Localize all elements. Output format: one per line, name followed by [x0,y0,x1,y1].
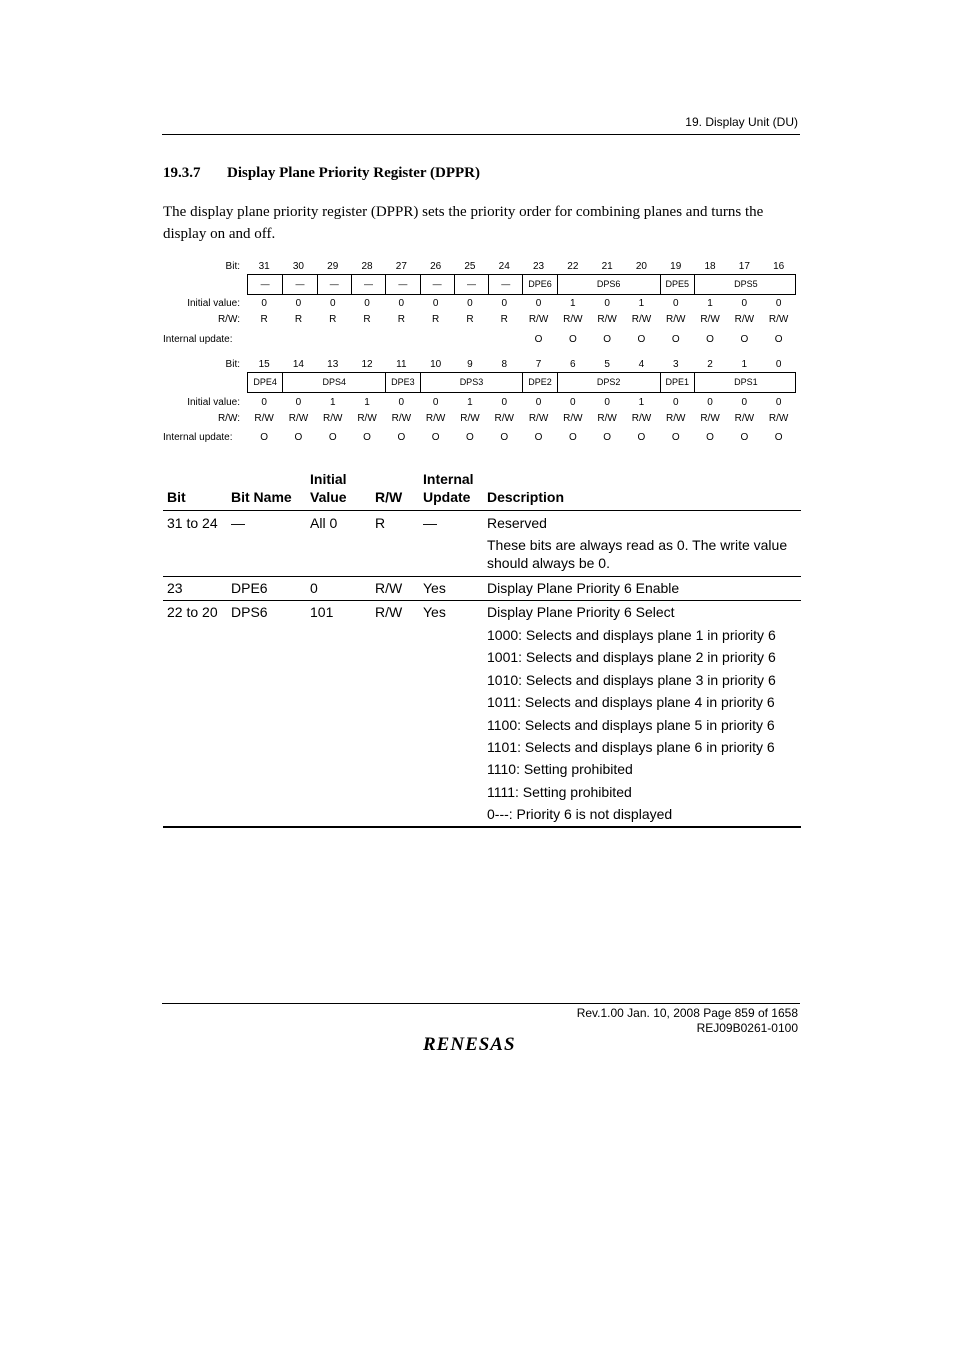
internal-update-value: O [740,334,749,345]
rw-value: R/W [425,413,446,424]
initial-value: 0 [432,298,439,309]
bit-number: 5 [604,359,610,370]
row3-desc-4: 1011: Selects and displays plane 4 in priority 6 [487,694,775,710]
bit-field: DPS3 [420,373,523,392]
rw-value: R/W [357,413,377,424]
internal-update-value: O [328,432,337,443]
bit-field: DPE4 [253,377,277,387]
row2-desc-0: Display Plane Priority 6 Enable [487,580,680,596]
bit-number: 19 [670,261,682,272]
bit-number: 17 [738,261,750,272]
rw-value: R/W [323,413,343,424]
table-bottom-rule [163,826,801,828]
bit-field: DPS1 [694,373,797,392]
initial-value: 0 [707,397,713,408]
section-title: Display Plane Priority Register (DPPR) [227,165,481,181]
bit-number: 27 [395,261,407,272]
row3-desc-3: 1010: Selects and displays plane 3 in priority 6 [487,672,776,688]
rw-label: R/W: [217,314,240,325]
bit-number: 18 [704,261,716,272]
initial-value: 0 [261,298,267,309]
bit-number: 10 [430,359,442,370]
bit-field: — [488,275,522,294]
bit-number: 23 [532,261,545,272]
row1-initial: All 0 [310,515,338,531]
bit-number: 14 [292,359,304,370]
internal-update-value: O [774,432,783,443]
bit-field: — [420,275,454,294]
internal-label: Internal update: [163,334,233,345]
internal-update-value: O [706,432,714,443]
bit-field: — [385,275,419,294]
bit-field: DPE3 [385,373,419,392]
header-bit-name: Bit Name [231,489,292,505]
row3-rw: R/W [375,604,403,620]
bit-number: 3 [672,359,679,370]
bit-field: — [282,275,316,294]
row3-desc-6: 1101: Selects and displays plane 6 in priority 6 [487,739,775,755]
rw-label: R/W: [217,413,240,424]
bit-field: DPS5 [694,275,797,294]
internal-update-value: O [500,432,509,443]
rw-value: R/W [494,413,514,424]
initial-value: 0 [604,397,610,408]
initial-value: 0 [398,298,405,309]
bit-field: DPE6 [522,275,556,294]
bit-number: 13 [327,359,339,370]
bit-number: 0 [775,359,782,370]
rw-value: R/W [254,413,274,424]
internal-update-value: O [363,432,371,443]
internal-update-value: O [671,334,680,345]
initial-label: Initial value: [187,298,240,309]
bit-number: 4 [638,359,645,370]
internal-update-value: O [603,432,612,443]
section-heading [163,165,480,182]
initial-value: 1 [707,298,713,309]
bit-number: 11 [396,359,407,370]
rw-value: R/W [528,413,549,424]
initial-value: 0 [604,298,610,309]
field-box [247,274,796,295]
rw-value: R [329,314,337,325]
initial-value: 0 [672,397,679,408]
bit-label: Bit: [225,261,240,272]
bit-number: 26 [430,261,442,272]
bit-field: — [454,275,488,294]
bit-field: — [351,275,385,294]
internal-update-value: O [637,334,646,345]
row1-rw: R [375,515,386,531]
rw-value: R [260,314,268,325]
table-header-rule [163,510,801,511]
internal-update-value: O [774,334,783,345]
initial-value: 0 [467,298,473,309]
rw-value: R/W [666,314,686,325]
bit-label: Bit: [225,359,240,370]
internal-update-value: O [740,432,749,443]
header-rw: R/W [375,489,403,505]
rw-value: R [432,314,440,325]
initial-value: 0 [432,397,439,408]
initial-value: 0 [501,298,508,309]
row-divider [163,576,801,577]
internal-update-value: O [397,432,406,443]
rw-value: R/W [528,314,549,325]
rw-value: R/W [734,413,755,424]
bit-number: 20 [635,261,647,272]
rw-value: R/W [597,314,617,325]
internal-update-value: O [534,334,543,345]
rw-value: R [294,314,303,325]
initial-value: 0 [501,397,508,408]
internal-update-value: O [568,432,577,443]
initial-value: 1 [638,298,645,309]
row3-initial: 101 [310,604,334,620]
initial-value: 0 [570,397,576,408]
bit-number: 7 [535,359,542,370]
bit-field: DPS4 [282,373,385,392]
field-box [247,372,796,393]
rw-value: R/W [460,413,480,424]
initial-value: 1 [638,397,645,408]
row3-desc-8: 1111: Setting prohibited [487,784,632,800]
row3-update: Yes [423,604,446,620]
footer-rule [162,1003,800,1004]
bit-number: 15 [258,359,270,370]
header-description: Description [487,489,565,505]
row1-desc-0: Reserved [487,515,547,531]
initial-value: 1 [467,397,473,408]
bit-number: 25 [464,261,476,272]
initial-value: 0 [775,397,782,408]
initial-value: 0 [364,298,370,309]
rw-value: R/W [768,413,789,424]
bit-field: — [260,279,270,289]
bit-number: 22 [567,261,579,272]
intro-paragraph: The display plane priority register (DPPR) sets the priority order for combining planes and turns the display on and off. [163,204,764,242]
initial-value: 0 [741,397,748,408]
rw-value: R/W [666,413,686,424]
row1-name: — [231,515,245,531]
initial-value: 1 [364,397,370,408]
bit-number: 29 [327,261,339,272]
rw-value: R [363,314,371,325]
rw-value: R/W [700,314,720,325]
bit-field: DPE1 [660,373,694,392]
internal-update-value: O [294,432,303,443]
header-internal-line1: Internal [423,471,474,487]
row1-bit: 31 to 24 [167,515,218,531]
header-internal-line2: Update [423,489,471,505]
row1-desc-1: These bits are always read as 0. The write value [487,537,788,553]
initial-value: 1 [570,298,576,309]
internal-update-value: O [260,432,269,443]
row2-bit: 23 [167,580,183,596]
bit-number: 30 [292,261,304,272]
header-initial-line2: Value [310,489,347,505]
initial-value: 0 [672,298,679,309]
initial-value: 0 [329,298,336,309]
internal-update-value: O [706,334,714,345]
header-rule [162,134,800,135]
initial-value: 0 [775,298,782,309]
bit-number: 12 [361,359,373,370]
row2-name: DPE6 [231,580,268,596]
bit-number: 16 [773,261,785,272]
bit-number: 21 [601,261,613,272]
rw-value: R/W [563,314,583,325]
initial-value: 1 [329,397,336,408]
initial-value: 0 [398,397,405,408]
bit-number: 31 [258,261,270,272]
footer-revision: Rev.1.00 Jan. 10, 2008 Page 859 of 1658 [576,1006,798,1020]
internal-update-value: O [431,432,440,443]
initial-value: 0 [535,397,542,408]
bit-field: DPS6 [557,275,660,294]
initial-value: 0 [741,298,748,309]
rw-value: R [500,314,508,325]
row1-desc-2: should always be 0. [487,555,610,571]
rw-value: R [466,314,474,325]
row3-desc-0: Display Plane Priority 6 Select [487,604,675,620]
internal-update-value: O [637,432,646,443]
row3-name: DPS6 [231,604,268,620]
bit-number: 1 [741,359,748,370]
row1-update: — [423,515,437,531]
bit-number: 9 [467,359,473,370]
initial-value: 0 [261,397,267,408]
footer-doc-number: REJ09B0261-0100 [696,1021,798,1035]
rw-value: R/W [631,413,652,424]
internal-update-value: O [534,432,543,443]
internal-update-value: O [603,334,612,345]
rw-value: R/W [700,413,720,424]
rw-value: R/W [597,413,617,424]
row3-desc-5: 1100: Selects and displays plane 5 in priority 6 [487,717,775,733]
initial-label: Initial value: [187,397,240,408]
row2-initial: 0 [310,580,318,596]
bit-number: 8 [501,359,508,370]
rw-value: R [397,314,405,325]
internal-update-value: O [671,432,680,443]
bit-field: DPE5 [660,275,694,294]
bit-number: 6 [570,359,576,370]
row3-desc-7: 1110: Setting prohibited [487,761,633,777]
row3-desc-1: 1000: Selects and displays plane 1 in priority 6 [487,627,776,643]
row-divider [163,600,801,601]
initial-value: 0 [295,298,302,309]
bit-number: 24 [498,261,510,272]
rw-value: R/W [631,314,652,325]
section-number: 19.3.7 [163,165,201,181]
internal-update-value: O [568,334,577,345]
internal-label: Internal update: [163,432,233,443]
rw-value: R/W [288,413,309,424]
internal-update-value: O [466,432,474,443]
renesas-logo: RENESAS [423,1034,516,1055]
bit-field: DPS2 [557,373,660,392]
header-initial-line1: Initial [310,471,347,487]
row3-desc-2: 1001: Selects and displays plane 2 in priority 6 [487,649,776,665]
row2-update: Yes [423,580,446,596]
row3-desc-9: 0---: Priority 6 is not displayed [487,806,673,822]
header-bit: Bit [167,489,186,505]
rw-value: R/W [391,413,412,424]
row2-rw: R/W [375,580,403,596]
running-head: 19. Display Unit (DU) [685,115,798,129]
initial-value: 0 [535,298,542,309]
rw-value: R/W [768,314,789,325]
bit-number: 28 [361,261,373,272]
bit-field: DPE2 [522,373,556,392]
rw-value: R/W [734,314,755,325]
bit-field: — [317,275,351,294]
bit-number: 2 [707,359,713,370]
initial-value: 0 [295,397,302,408]
rw-value: R/W [563,413,583,424]
row3-bit: 22 to 20 [167,604,218,620]
